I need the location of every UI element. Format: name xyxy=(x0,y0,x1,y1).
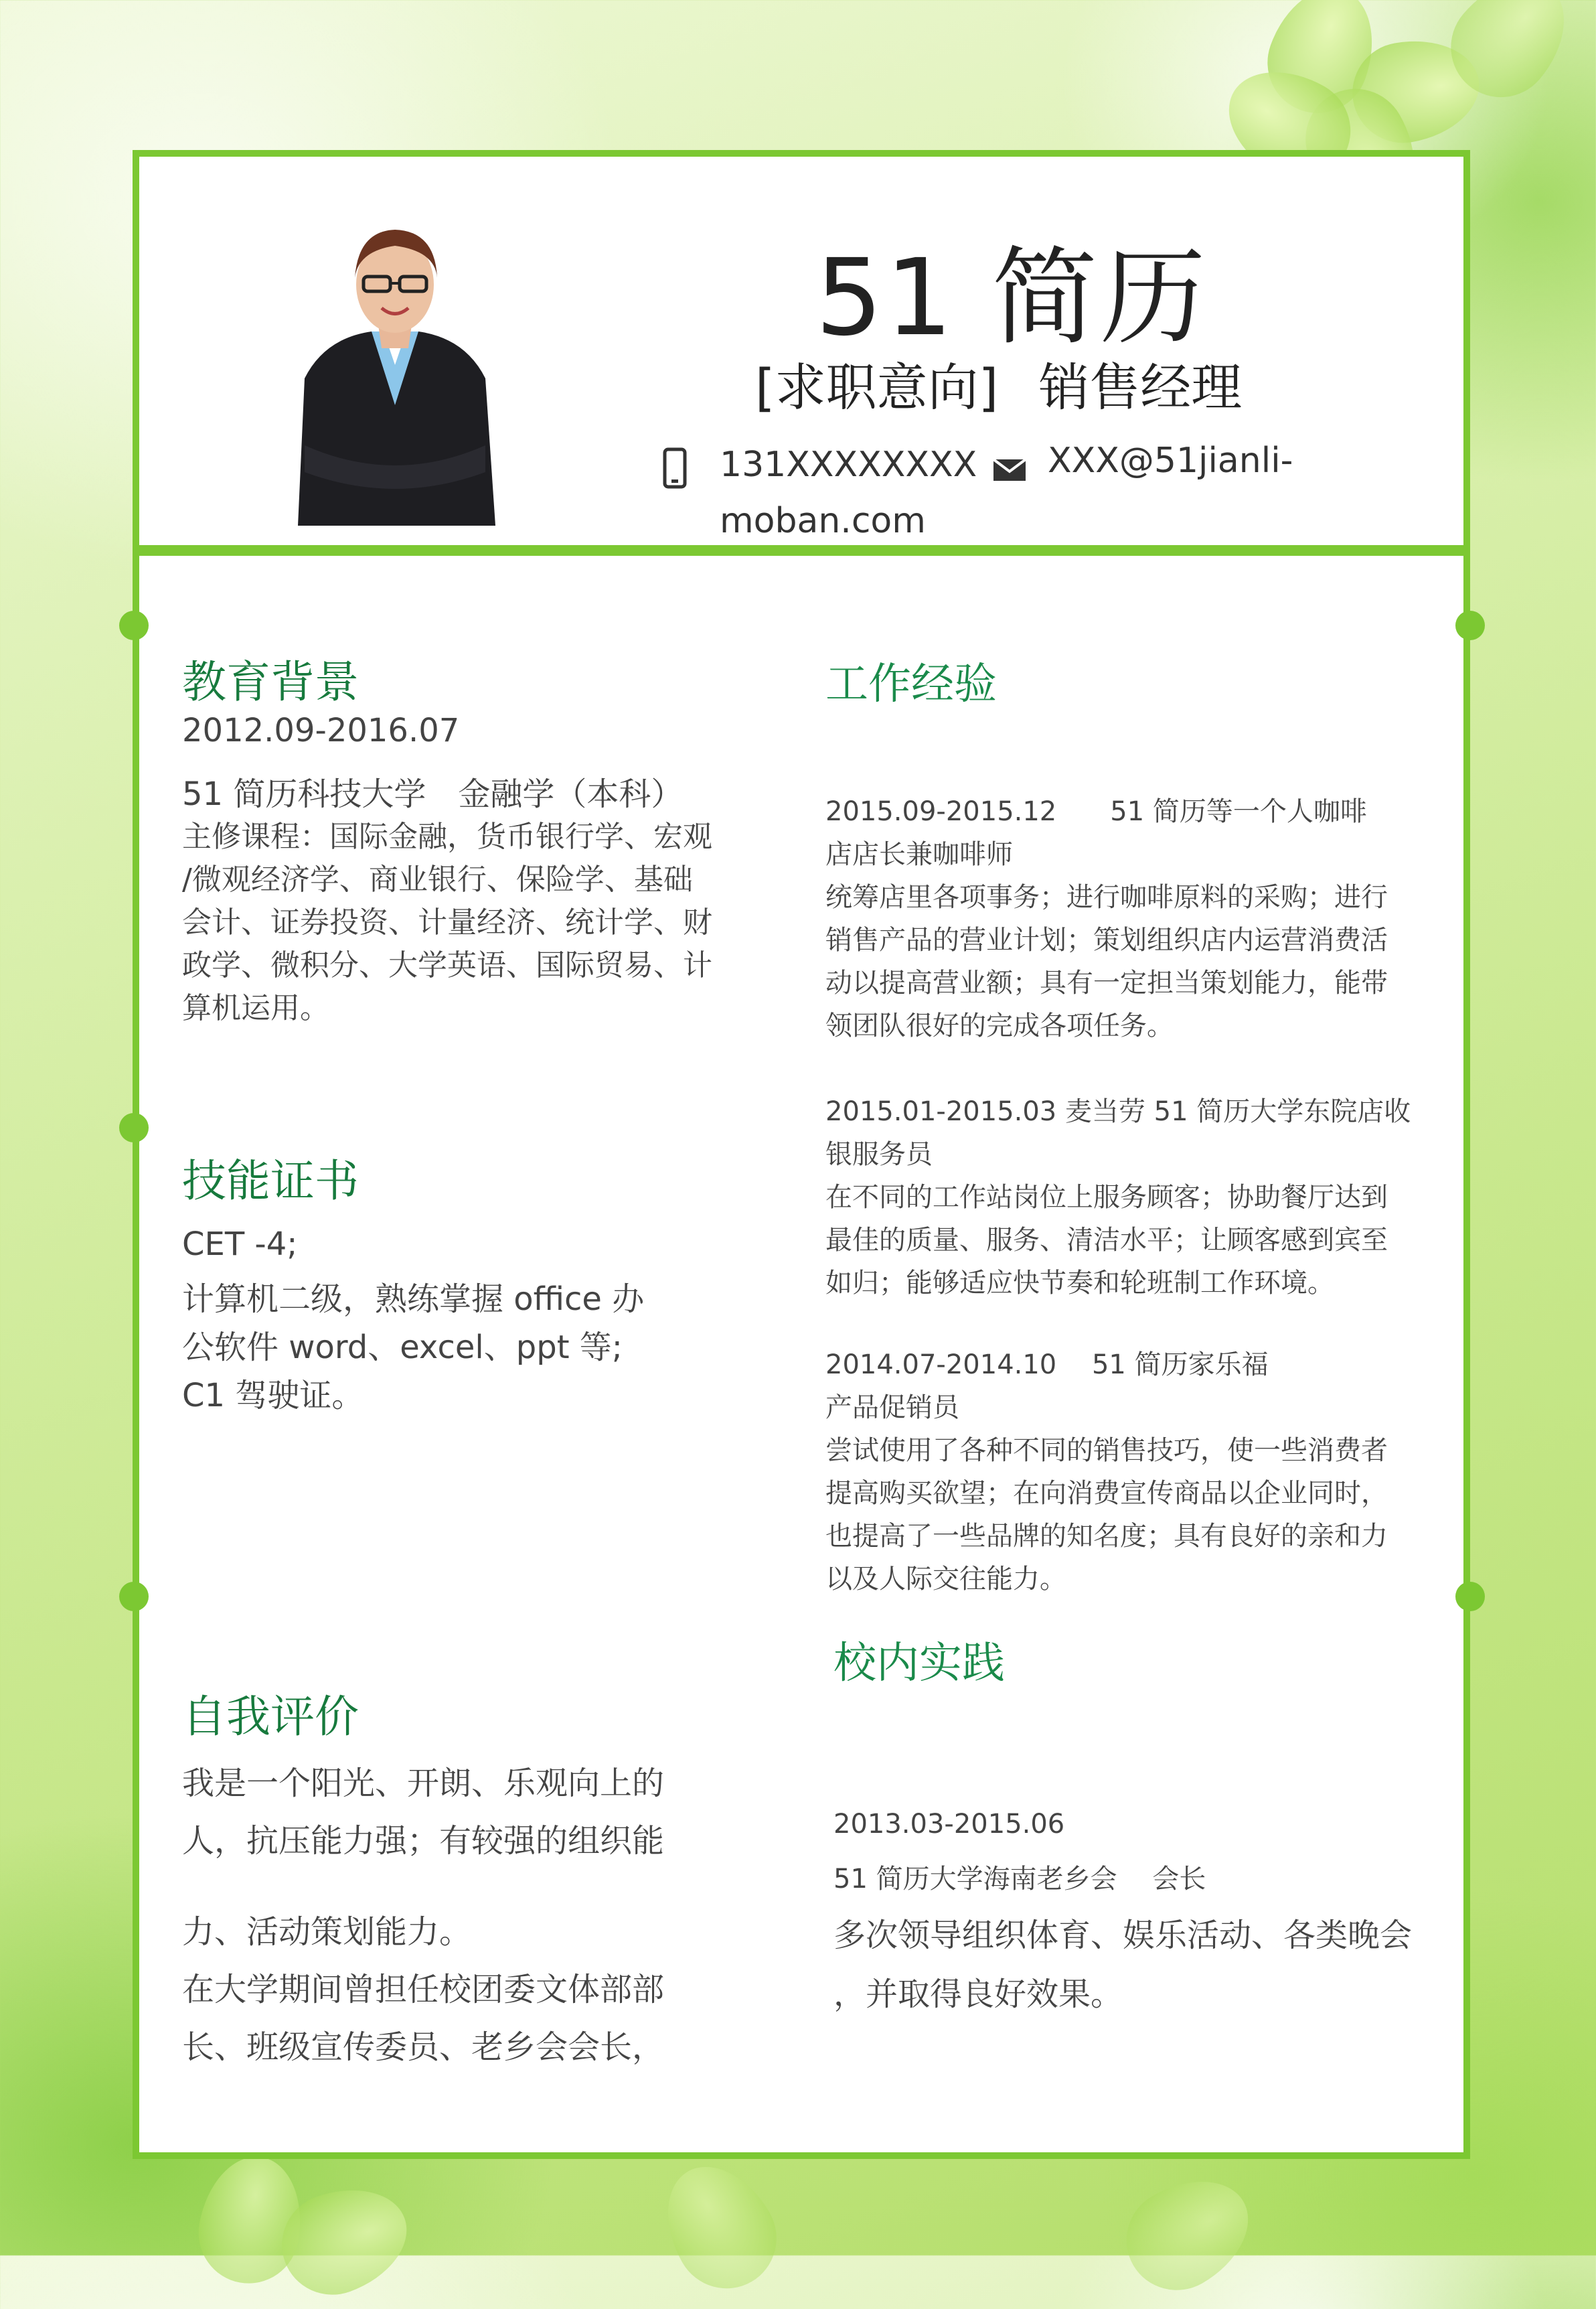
job-intent-position: 销售经理 xyxy=(1038,358,1243,417)
self-eval-text: 我是一个阳光、开朗、乐观向上的 人，抗压能力强；有较强的组织能 力、活动策划能力。 在大学期间曾担任校团委文体部部 长、班级宣传委员、老乡会会长， xyxy=(182,1765,665,2066)
self-eval-heading: 自我评价 xyxy=(182,1691,359,1742)
education-school: 51 简历科技大学 金融学（本科） xyxy=(182,775,684,813)
job-3: 2014.07-2014.10 51 简历家乐福 产品促销员 尝试使用了各种不同的销售技巧，使一些消费者 提高购买欲望；在向消费宣传商品以企业同时， 也提高了一些品牌的知名度；具有良好的亲和力 以及人际交往能力。 xyxy=(825,1349,1388,1594)
header-divider xyxy=(133,545,1470,556)
skills-heading: 技能证书 xyxy=(182,1155,359,1207)
work-heading: 工作经验 xyxy=(825,660,997,709)
avatar xyxy=(285,204,505,526)
campus-desc: 多次领导组织体育、娱乐活动、各类晚会 ，并取得良好效果。 xyxy=(833,1917,1413,2013)
education-date: 2012.09-2016.07 xyxy=(182,712,460,749)
job-intent xyxy=(755,347,1242,420)
education-courses: 主修课程：国际金融，货币银行学、宏观 /微观经济学、商业银行、保险学、基础 会计、证券投资、计量经济、统计学、财 政学、微积分、大学英语、国际贸易、计 算机运用。 xyxy=(182,820,712,1025)
timeline-dot xyxy=(1455,611,1485,640)
page-title: 51 简历 xyxy=(815,236,1209,360)
job-1: 2015.09-2015.12 51 简历等一个人咖啡 店店长兼咖啡师 统筹店里各项事务；进行咖啡原料的采购；进行 销售产品的营业计划；策划组织店内运营消费活 动以提高营业额；具有一定担当策划能力，能带 领团队很好的完成各项任务。 xyxy=(825,796,1388,1041)
campus-org: 51 简历大学海南老乡会 会长 xyxy=(833,1864,1206,1894)
mail-icon xyxy=(992,458,1027,482)
timeline-dot xyxy=(119,611,149,640)
education-heading: 教育背景 xyxy=(182,656,359,708)
timeline-dot xyxy=(119,1582,149,1611)
phone-icon xyxy=(663,447,687,489)
job-intent-label: [求职意向] xyxy=(755,358,999,417)
timeline-dot xyxy=(119,1113,149,1142)
email-line2: moban.com xyxy=(720,501,926,541)
email-line1: XXX@51jianli- xyxy=(1048,441,1293,481)
campus-date: 2013.03-2015.06 xyxy=(833,1809,1065,1840)
job-2: 2015.01-2015.03 麦当劳 51 简历大学东院店收 银服务员 在不同的工作站岗位上服务顾客；协助餐厅达到 最佳的质量、服务、清洁水平；让顾客感到宾至 如归；能够适应快节奏和轮班制工作环境。 xyxy=(825,1096,1411,1298)
skills-list: CET -4; 计算机二级，熟练掌握 office 办 公软件 word、excel、ppt 等; C1 驾驶证。 xyxy=(182,1225,645,1414)
campus-heading: 校内实践 xyxy=(833,1639,1005,1688)
phone-number: 131XXXXXXXX xyxy=(720,445,977,485)
timeline-dot xyxy=(1455,1582,1485,1611)
